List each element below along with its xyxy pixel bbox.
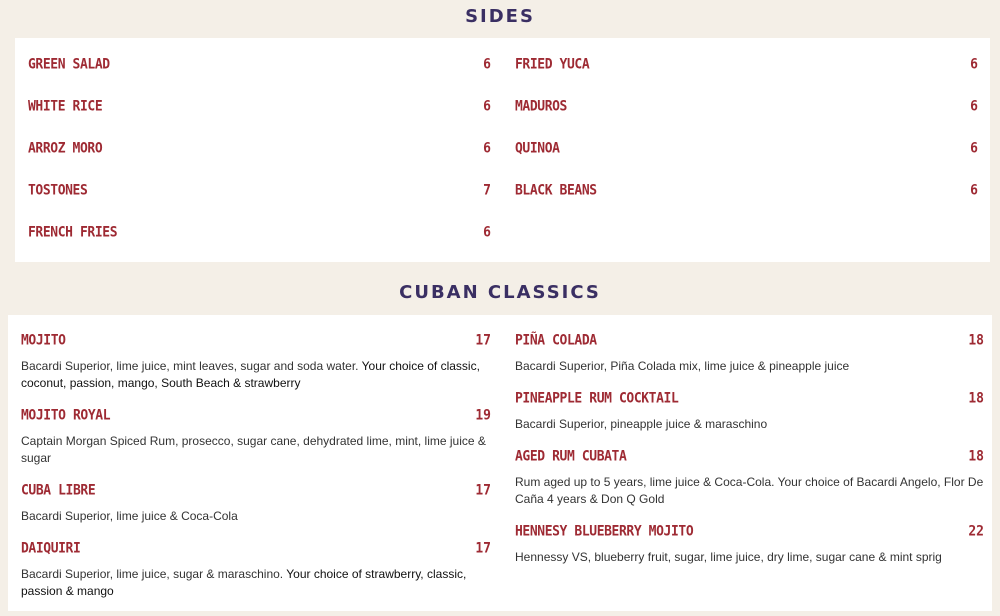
sides-card — [15, 38, 990, 262]
menu-item — [515, 449, 984, 508]
description-text: Bacardi Superior, pineapple juice & maraschino — [515, 417, 768, 431]
classics-title: CUBAN CLASSICS — [399, 282, 601, 303]
item-name: TOSTONES — [28, 182, 88, 199]
item-name: PIÑA COLADA — [515, 332, 597, 349]
item-price: 6 — [483, 140, 491, 157]
item-name: CUBA LIBRE — [21, 482, 96, 499]
item-price: 6 — [970, 56, 978, 73]
item-price: 7 — [483, 182, 491, 199]
classics-card — [8, 315, 992, 611]
item-name: QUINOA — [515, 140, 560, 157]
item-price: 17 — [475, 482, 491, 499]
menu-item — [515, 391, 984, 433]
description-text: Bacardi Superior, Piña Colada mix, lime juice & pineapple juice — [515, 359, 850, 373]
item-description — [515, 474, 984, 508]
item-name: FRENCH FRIES — [28, 224, 118, 241]
item-price: 19 — [475, 407, 491, 424]
description-text: Captain Morgan Spiced Rum, prosecco, sugar cane, dehydrated lime, mint, lime juice & sugar — [21, 434, 486, 465]
item-description — [21, 358, 491, 392]
menu-item — [28, 57, 491, 73]
item-price: 17 — [475, 332, 491, 349]
item-name: HENNESY BLUEBERRY MOJITO — [515, 523, 694, 540]
item-name: BLACK BEANS — [515, 182, 597, 199]
item-name: MADUROS — [515, 98, 567, 115]
item-description — [515, 358, 984, 375]
menu-item — [21, 333, 491, 392]
sides-title: SIDES — [465, 6, 535, 27]
description-text: Bacardi Superior, lime juice, sugar & maraschino. — [21, 567, 284, 581]
menu-item — [515, 57, 978, 73]
menu-item — [515, 333, 984, 375]
item-name: MOJITO — [21, 332, 66, 349]
menu-item — [28, 141, 491, 157]
item-price: 18 — [968, 448, 984, 465]
item-price: 6 — [970, 98, 978, 115]
description-text: Rum aged up to 5 years, lime juice & Coca-Cola. Your choice of Bacardi Angelo, Flor De Caña 4 years & Don Q Gold — [515, 475, 984, 506]
menu-item — [515, 99, 978, 115]
description-text: Hennessy VS, blueberry fruit, sugar, lime juice, dry lime, sugar cane & mint sprig — [515, 550, 942, 564]
menu-item — [515, 524, 984, 566]
menu-item — [21, 408, 491, 467]
item-price: 6 — [483, 224, 491, 241]
item-price: 17 — [475, 540, 491, 557]
description-text: Bacardi Superior, lime juice & Coca-Cola — [21, 509, 238, 523]
item-name: GREEN SALAD — [28, 56, 110, 73]
item-name: FRIED YUCA — [515, 56, 590, 73]
item-description — [21, 508, 491, 525]
item-price: 6 — [483, 98, 491, 115]
menu-item — [21, 541, 491, 600]
item-price: 18 — [968, 332, 984, 349]
item-price: 6 — [483, 56, 491, 73]
item-name: ARROZ MORO — [28, 140, 103, 157]
description-options: Your choice of classic, coconut, passion, mango, South Beach & strawberry — [21, 359, 480, 390]
item-price: 6 — [970, 140, 978, 157]
menu-item — [21, 483, 491, 525]
item-price: 18 — [968, 390, 984, 407]
item-description — [21, 566, 491, 600]
item-description — [515, 416, 984, 433]
menu-item — [515, 141, 978, 157]
item-name: WHITE RICE — [28, 98, 103, 115]
item-price: 6 — [970, 182, 978, 199]
item-name: DAIQUIRI — [21, 540, 81, 557]
menu-item — [28, 225, 491, 241]
item-description — [515, 549, 984, 566]
menu-item — [515, 183, 978, 199]
description-text: Bacardi Superior, lime juice, mint leaves, sugar and soda water. — [21, 359, 359, 373]
description-options: Your choice of strawberry, classic, passion & mango — [21, 567, 467, 598]
item-name: PINEAPPLE RUM COCKTAIL — [515, 390, 679, 407]
item-price: 22 — [968, 523, 984, 540]
menu-item — [28, 99, 491, 115]
menu-item — [28, 183, 491, 199]
item-name: MOJITO ROYAL — [21, 407, 111, 424]
item-name: AGED RUM CUBATA — [515, 448, 627, 465]
item-description — [21, 433, 491, 467]
